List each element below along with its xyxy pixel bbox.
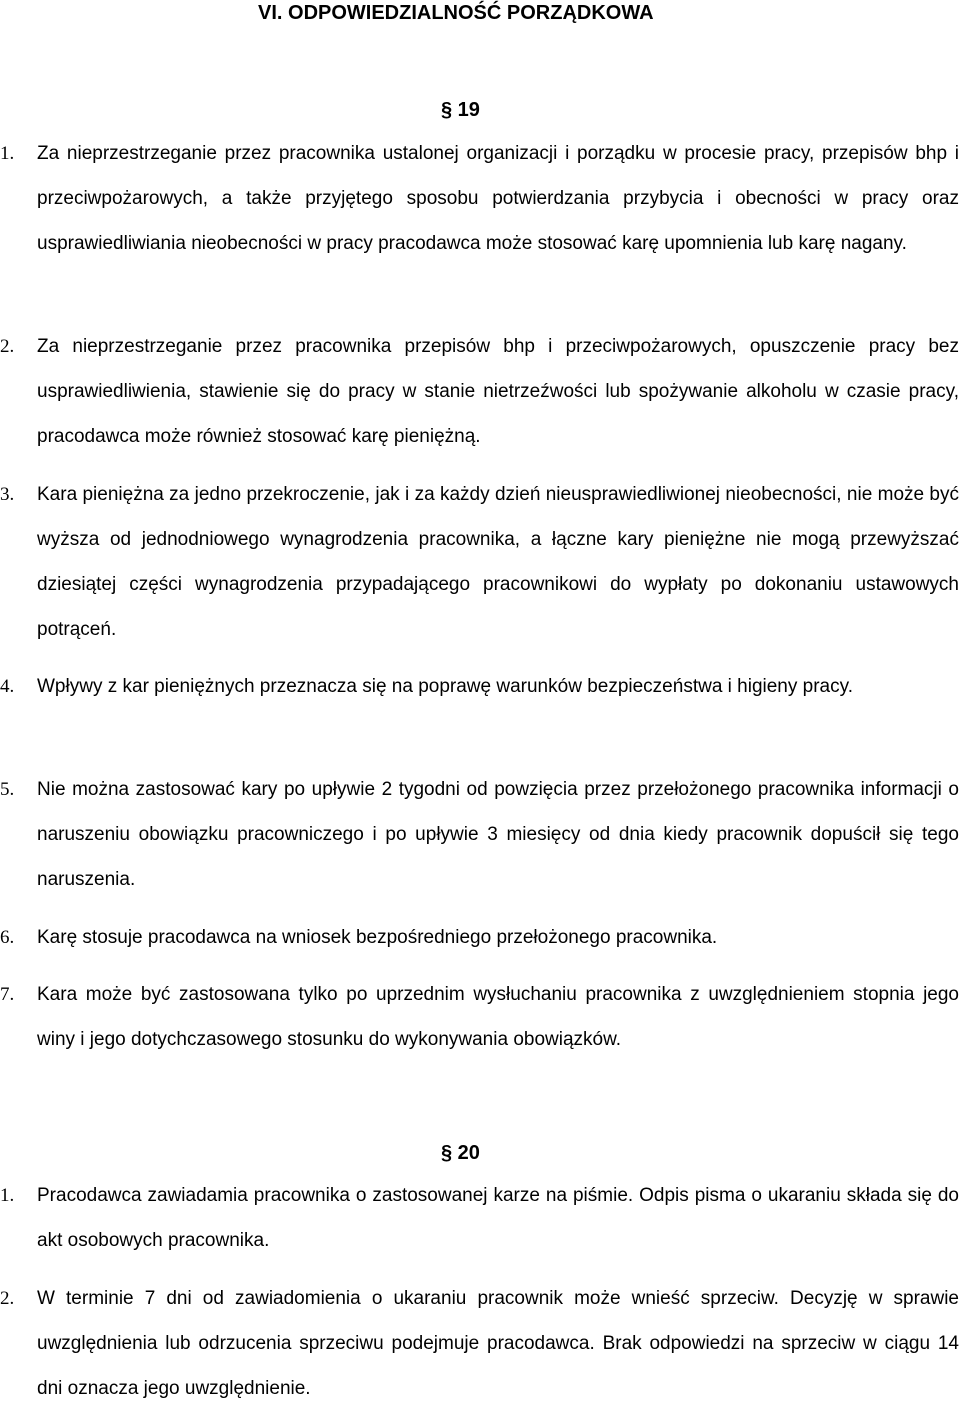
item-text: Karę stosuje pracodawca na wniosek bezpośredniego przełożonego pracownika. xyxy=(37,927,718,948)
list-item xyxy=(0,664,960,709)
item-text: Kara może być zastosowana tylko po uprzednim wysłuchaniu pracownika z uwzględnieniem stopnia jego winy i jego dotychczasowego stosunku do wykonywania obowiązków. xyxy=(37,984,959,1050)
list-item xyxy=(0,1276,960,1411)
item-text: Wpływy z kar pieniężnych przeznacza się na poprawę warunków bezpieczeństwa i higieny pracy. xyxy=(37,676,853,697)
list-item xyxy=(0,1173,960,1263)
item-text: Kara pieniężna za jedno przekroczenie, jak i za każdy dzień nieusprawiedliwionej nieobecności, nie może być wyższa od jednodniowego wynagrodzenia pracownika, a łączne kary pieniężne nie mogą przewyższać dziesiątej części wynagrodzenia przypadającego pracownikowi do wypłaty po dokonaniu ustawowych potrąceń. xyxy=(37,484,959,640)
paragraph-19-heading: § 19 xyxy=(441,99,480,121)
item-text: Nie można zastosować kary po upływie 2 tygodni od powzięcia przez przełożonego pracownika informacji o naruszeniu obowiązku pracowniczego i po upływie 3 miesięcy od dnia kiedy pracownik dopuścił się tego naruszenia. xyxy=(37,779,959,890)
item-text: Pracodawca zawiadamia pracownika o zastosowanej karze na piśmie. Odpis pisma o ukaraniu składa się do akt osobowych pracownika. xyxy=(37,1185,959,1251)
item-number: 1. xyxy=(0,1185,15,1206)
item-number: 6. xyxy=(0,927,15,948)
list-item xyxy=(0,767,960,902)
item-number: 2. xyxy=(0,336,15,357)
item-number: 2. xyxy=(0,1288,15,1309)
item-text: Za nieprzestrzeganie przez pracownika ustalonej organizacji i porządku w procesie pracy, przepisów bhp i przeciwpożarowych, a także przyjętego sposobu potwierdzania przybycia i obecności w pracy oraz usprawiedliwiania nieobecności w pracy pracodawca może stosować karę upomnienia lub karę nagany. xyxy=(37,143,959,254)
list-item xyxy=(0,131,960,266)
item-text: Za nieprzestrzeganie przez pracownika przepisów bhp i przeciwpożarowych, opuszczenie pracy bez usprawiedliwienia, stawienie się do pracy w stanie nietrzeźwości lub spożywanie alkoholu w czasie pracy, pracodawca może również stosować karę pieniężną. xyxy=(37,336,959,447)
item-number: 4. xyxy=(0,676,15,697)
list-item xyxy=(0,915,960,960)
item-number: 5. xyxy=(0,779,15,800)
item-number: 3. xyxy=(0,484,15,505)
item-text: W terminie 7 dni od zawiadomienia o ukaraniu pracownik może wnieść sprzeciw. Decyzję w sprawie uwzględnienia lub odrzucenia sprzeciwu podejmuje pracodawca. Brak odpowiedzi na sprzeciw w ciągu 14 dni oznacza jego uwzględnienie. xyxy=(37,1288,959,1399)
list-item xyxy=(0,472,960,652)
item-number: 1. xyxy=(0,143,15,164)
chapter-heading: VI. ODPOWIEDZIALNOŚĆ PORZĄDKOWA xyxy=(258,2,654,24)
item-number: 7. xyxy=(0,984,15,1005)
paragraph-20-heading: § 20 xyxy=(441,1142,480,1164)
list-item xyxy=(0,972,960,1062)
list-item xyxy=(0,324,960,459)
